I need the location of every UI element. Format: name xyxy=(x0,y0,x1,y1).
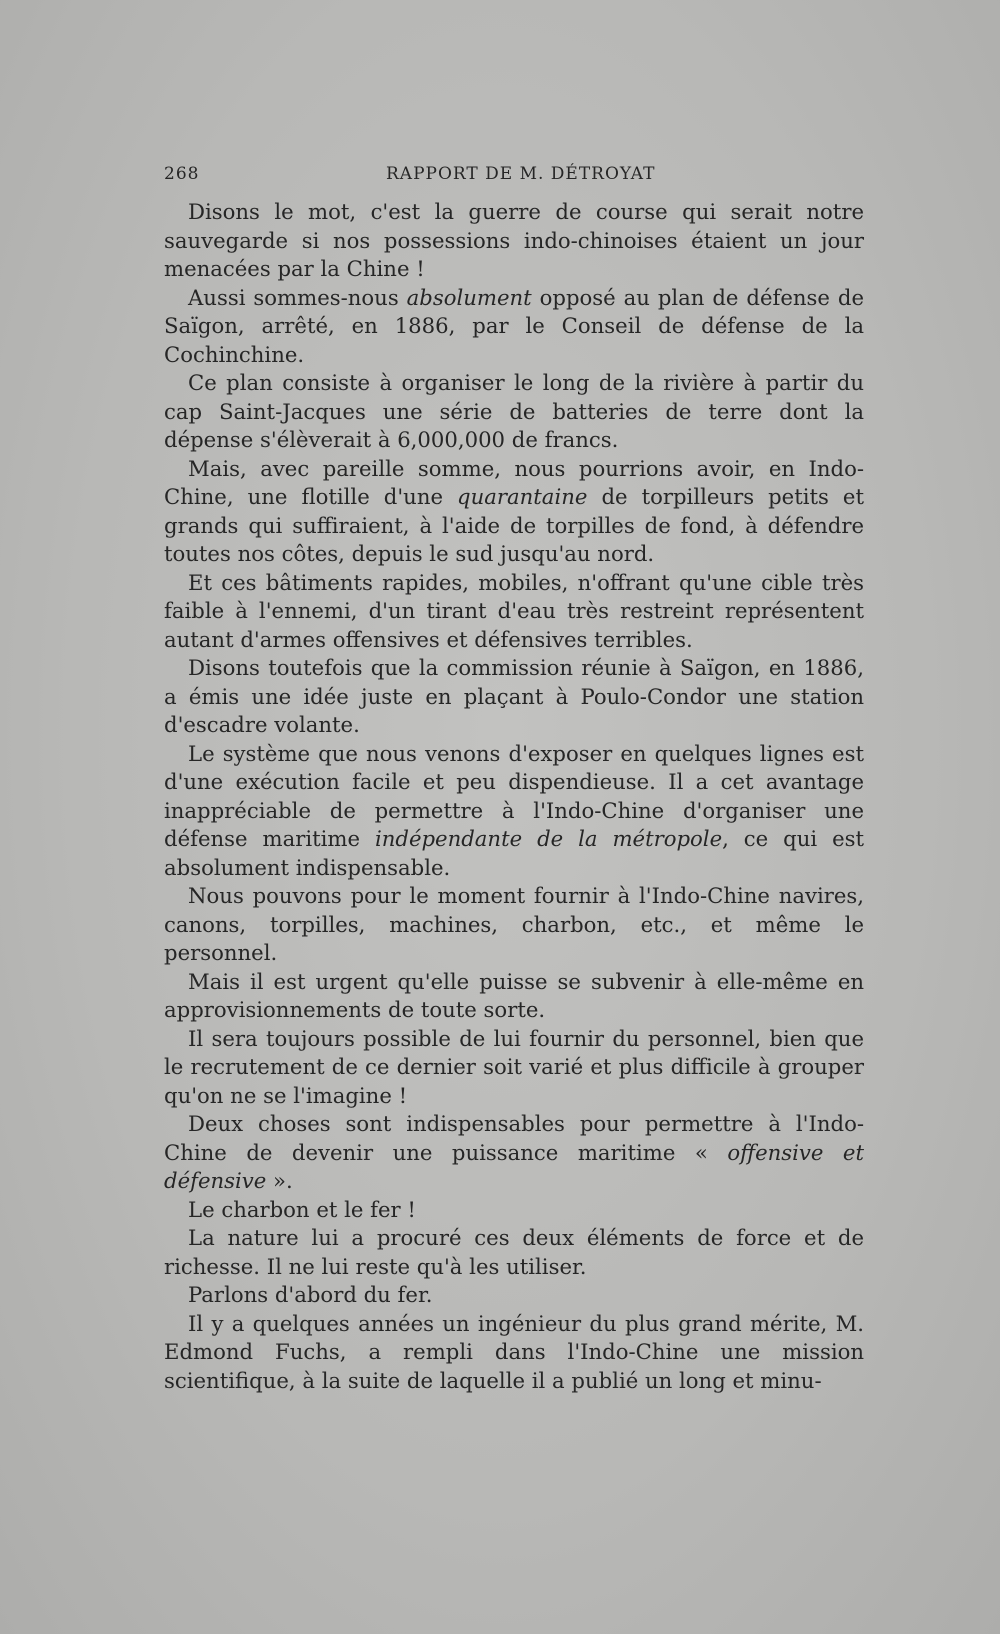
text-run: opposé au plan de défense de Saïgon, arrêté, en 1886, par le Conseil de défense de la Cochinchine. xyxy=(164,284,864,367)
text-run: Nous pouvons pour le moment fournir à l'Indo-Chine navires, canons, torpilles, machines, charbon, etc., et même le personnel. xyxy=(164,883,864,965)
paragraph xyxy=(164,654,864,740)
text-run: Le système que nous venons d'exposer en quelques lignes est d'une exécution facile et peu dispendieuse. Il a cet avantage inappréciable de permettre à l'Indo-Chine d'organiser une défense maritime xyxy=(164,740,864,851)
paragraph xyxy=(164,1310,864,1396)
paragraph xyxy=(164,569,864,655)
text-run: La nature lui a procuré ces deux éléments de force et de richesse. Il ne lui reste qu'à les utiliser. xyxy=(164,1225,864,1279)
paragraph xyxy=(164,455,864,569)
text-run: Il y a quelques années un ingénieur du plus grand mérite, M. Edmond Fuchs, a rempli dans l'Indo-Chine une mission scientifique, à la suite de laquelle il a publié un long et minu- xyxy=(164,1310,864,1393)
text-run: Mais, avec pareille somme, nous pourrions avoir, en Indo-Chine, une flotille d'une xyxy=(164,455,864,509)
page-number: 268 xyxy=(164,164,200,184)
italic-text: offensive et défensive xyxy=(164,1139,864,1193)
paragraph xyxy=(164,198,864,284)
text-run: Aussi sommes-nous xyxy=(188,284,407,310)
text-run: Mais il est urgent qu'elle puisse se subvenir à elle-même en approvisionnements de toute sorte. xyxy=(164,968,864,1022)
running-head: RAPPORT DE M. DÉTROYAT xyxy=(386,164,656,184)
italic-text: absolument xyxy=(406,284,532,310)
paragraph xyxy=(164,1281,864,1310)
paragraph xyxy=(164,1224,864,1281)
text-run: Disons toutefois que la commission réunie à Saïgon, en 1886, a émis une idée juste en plaçant à Poulo-Condor une station d'escadre volante. xyxy=(164,655,864,737)
paragraph xyxy=(164,1110,864,1196)
text-run: de torpilleurs petits et grands qui suffiraient, à l'aide de torpilles de fond, à défendre toutes nos côtes, depuis le sud jusqu'au nord. xyxy=(164,484,864,566)
text-run: Le charbon et le fer ! xyxy=(188,1196,416,1222)
text-run: Deux choses sont indispensables pour permettre à l'Indo-Chine de devenir une puissance maritime « xyxy=(164,1111,864,1165)
paragraph xyxy=(164,882,864,968)
paragraph xyxy=(164,740,864,883)
text-run: , ce qui est absolument indispensable. xyxy=(164,826,864,880)
paragraph xyxy=(164,1196,864,1225)
text-run: Il sera toujours possible de lui fournir du personnel, bien que le recrutement de ce dernier soit varié et plus difficile à grouper qu'on ne se l'imagine ! xyxy=(164,1025,864,1108)
italic-text: quarantaine xyxy=(457,484,588,509)
paragraph xyxy=(164,369,864,455)
text-run: ». xyxy=(266,1168,293,1193)
paragraph xyxy=(164,968,864,1025)
italic-text: indépendante de la métropole xyxy=(374,826,723,851)
text-run: Disons le mot, c'est la guerre de course qui serait notre sauvegarde si nos possessions indo-chinoises étaient un jour menacées par la Chine ! xyxy=(164,199,864,281)
paragraph xyxy=(164,284,864,370)
paragraph xyxy=(164,1025,864,1111)
text-run: Et ces bâtiments rapides, mobiles, n'offrant qu'une cible très faible à l'ennemi, d'un tirant d'eau très restreint représentent autant d'armes offensives et défensives terribles. xyxy=(164,569,864,652)
text-run: Parlons d'abord du fer. xyxy=(188,1282,433,1307)
body-text xyxy=(164,198,864,1395)
text-run: Ce plan consiste à organiser le long de la rivière à partir du cap Saint-Jacques une série de batteries de terre dont la dépense s'élèverait à 6,000,000 de francs. xyxy=(164,370,864,452)
page-header xyxy=(164,164,864,188)
